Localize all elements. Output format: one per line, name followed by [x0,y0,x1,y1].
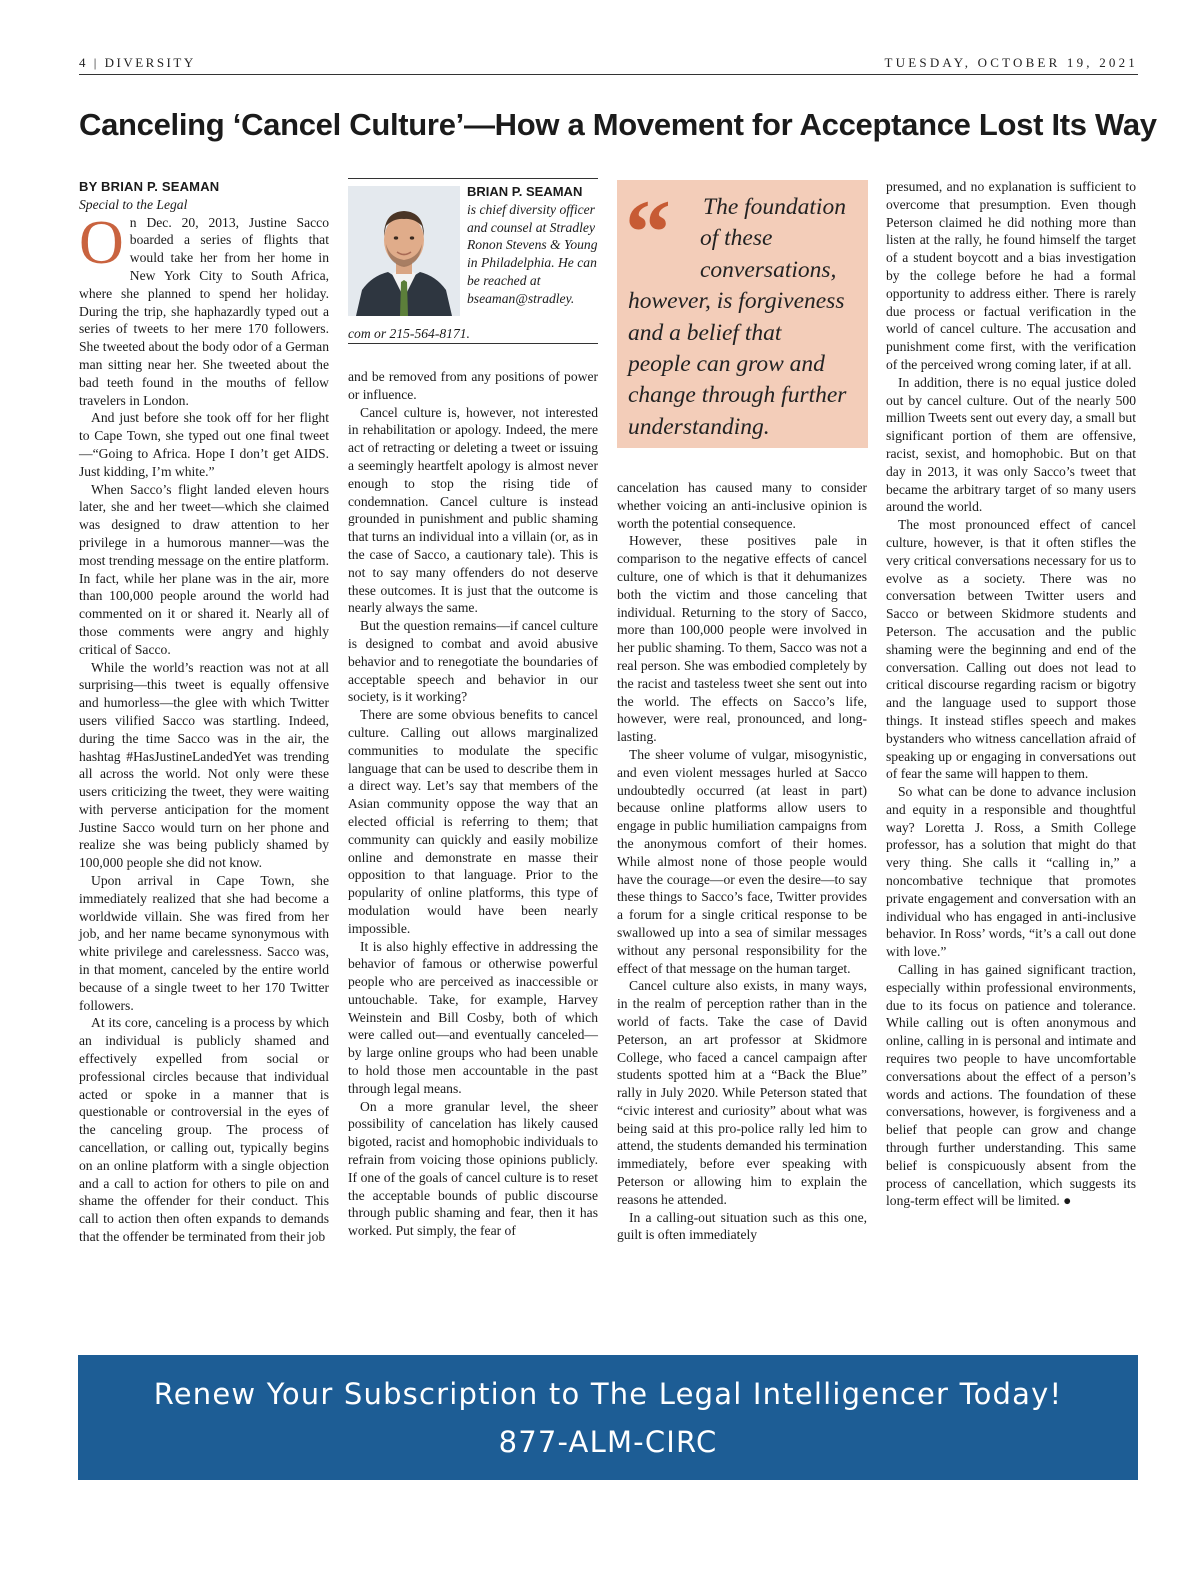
article-paragraph: But the question remains—if cancel culture is designed to combat and avoid abusive behavior and to renegotiate the boundaries of acceptable speech and behavior in our society, is it working? [348,618,598,705]
article-paragraph: Upon arrival in Cape Town, she immediately realized that she had become a worldwide villain. She was fired from her job, and her name became synonymous with white privilege and carelessness. Sacco was, in that moment, canceled by the entire world because of a single tweet to her 170 Twitter followers. [79,873,329,1013]
pull-quote-line: people can grow and [628,351,825,378]
drop-cap: O [79,208,124,277]
byline-subtitle: Special to the Legal [79,196,188,212]
pull-quote-text [628,192,868,443]
banner-phone: 877-ALM-CIRC [498,1425,718,1459]
subscription-banner[interactable] [78,1355,1138,1480]
article-paragraph: However, these positives pale in comparison to the negative effects of cancel culture, one of which is that it dehumanizes both the victim and those canceling that individual. Returning to the story of Sacco, more than 100,000 people were involved in her public shaming. To them, Sacco was not a real person. She was embodied completely by the racist and tasteless tweet she sent out into the world. The effects on Sacco’s life, however, were real, pronounced, and long-lasting. [617,533,867,745]
article-paragraph: Calling in has gained significant traction, especially within professional environments, due to its focus on patience and tolerance. While calling out is often anonymous and online, calling in is personal and intimate and requires two people to have uncomfortable conversations about the effect of a person’s words and actions. The foundation of these conversations, however, is forgiveness and a belief that people can grow and change through further understanding. This same belief is conspicuously absent from the process of cancellation, which suggests its long-term effect will be limited. ● [886,962,1136,1209]
article-paragraph: The most pronounced effect of cancel culture, however, is that it often stifles the very critical conversations necessary for us to evolve as a society. There was no conversation between Twitter users and Sacco or between Skidmore students and Peterson. The accusation and the public shaming were the beginning and end of the conversation. Calling out does not lead to critical discourse regarding racism or bigotry and the language used to support those things. It instead stifles speech and makes bystanders who witness cancellation afraid of speaking up or engaging in conversations out of fear the same will happen to them. [886,517,1136,782]
pull-quote-line: and a belief that [628,319,782,346]
article-paragraph: And just before she took off for her flight to Cape Town, she typed out one final tweet—“Going to Africa. Hope I don’t get AIDS. Just kidding, I’m white.” [79,410,329,479]
byline: BY BRIAN P. SEAMAN [79,179,220,194]
bio-text [467,183,598,308]
article-column-1 [79,178,329,1246]
pull-quote-line: The foundation [703,194,846,220]
article-paragraph: On a more granular level, the sheer possibility of cancelation has likely caused bigoted, racist and homophobic individuals to refrain from voicing those opinions publicly. If one of the goals of cancel culture is to reset the acceptable bounds of public discourse through public shaming and fear, then it has worked. Put simply, the fear of [348,1098,598,1239]
article-paragraph: There are some obvious benefits to cancel culture. Calling out allows marginalized communities to modulate the specific language that can be used to describe them in a direct way. Let’s say that members of the Asian community oppose the way that an elected official is referring to them; that community can quickly and easily mobilize online and demonstrate en masse their opposition to that language. Prior to the popularity of online platforms, this type of modulation would have been nearly impossible. [348,707,598,936]
header-rule [79,74,1138,75]
bio-contact-tail: com or 215-564-8171. [348,326,470,341]
article-paragraph: Cancel culture is, however, not interested in rehabilitation or apology. Indeed, the mere act of retracting or deleting a tweet or issuing a seemingly heartfelt apology is almost never enough to stop the rising tide of condemnation. Cancel culture is instead grounded in punishment and public shaming that turns an individual into a villain (or, as in the case of Sacco, a cautionary tale). This is not to say many offenders do not deserve these outcomes. It is just that the outcome is nearly always the same. [348,404,598,616]
pull-quote-line: conversations, [700,256,837,283]
article-paragraph: So what can be done to advance inclusion and equity in a responsible and thoughtful way? Loretta J. Ross, a Smith College professor, has a solution that might do that very thing. She calls it “calling in,” a noncombative technique that promotes private engagement and conversation with an individual who has engaged in anti-inclusive behavior. In Ross’ words, “it’s a call out done with love.” [886,784,1136,960]
page-folio: 4 | DIVERSITY [79,55,196,70]
pull-quote-line: however, is forgiveness [628,288,845,315]
quote-mark-icon: “ [625,181,671,283]
article-paragraph: In a calling-out situation such as this one, guilt is often immediately [617,1209,867,1243]
bio-bottom-rule [348,343,598,344]
article-paragraph: When Sacco’s flight landed eleven hours later, she and her tweet—which she claimed was designed to draw attention to her privilege in a humorous manner—was the most trending message on the entire platform. In fact, while her plane was in the air, more than 100,000 people around the world had commented on it or shared it. Nearly all of those comments were angry and highly critical of Sacco. [79,481,329,657]
article-paragraph: In addition, there is no equal justice doled out by cancel culture. Out of the nearly 500 million Tweets sent out every day, a small but significant portion of them are offensive, racist, sexist, and homophobic. But on that day in 2013, it was only Sacco’s tweet that became the arbitrary target of so many users around the world. [886,374,1136,515]
pull-quote-line: change through further [628,382,847,409]
article-column-3 [617,479,867,1244]
article-paragraph: While the world’s reaction was not at all surprising—this tweet is equally offensive and humorless—the glee with which Twitter users vilified Sacco was startling. Indeed, during the time Sacco was in the air, the hashtag #HasJustineLandedYet was trending all across the world. Not only were these users criticizing the tweet, they were waiting with perverse anticipation for the moment Justine Sacco would turn on her phone and realize she was being publicly shamed by 100,000 people she did not know. [79,659,329,871]
article-paragraph: It is also highly effective in addressing the behavior of famous or otherwise powerful people who are perceived as inaccessible or untouchable. Take, for example, Harvey Weinstein and Bill Cosby, both of which were called out—and eventually canceled—by large online groups who had been unable to hold those men accountable in the past through legal means. [348,938,598,1096]
bio-name: BRIAN P. SEAMAN [467,184,583,199]
article-paragraph: presumed, and no explanation is sufficient to overcome that presumption. Even though Peterson claimed he did nothing more than listen at the rally, he found himself the target of a student boycott and a bias investigation by the college before he had a formal opportunity to address either. There is rarely due process or factual verification in the world of cancel culture. The accusation and punishment come first, with the verification of the perceived wrong coming later, if at all. [886,179,1136,372]
article-paragraph: The sheer volume of vulgar, misogynistic, and even violent messages hurled at Sacco undoubtedly occurred (at least in part) because online platforms allow users to engage in public humiliation campaigns from the anonymous comfort of their homes. While almost none of those people would have the courage—or even the desire—to say these things to Sacco’s face, Twitter provides a forum for a single critical response to be swallowed up into a sea of similar messages without any personal responsibility for the effect of that message on the human target. [617,746,867,976]
author-portrait-image [348,186,460,316]
banner-headline: Renew Your Subscription to The Legal Intelligencer Today! [153,1377,1063,1411]
article-paragraph: At its core, canceling is a process by which an individual is publicly shamed and effectively expelled from social or professional circles because that individual acted or spoke in a manner that is questionable or controversial in the eyes of the canceling group. The process of cancellation, or calling out, typically begins on an online platform with a single objection and a call to action for others to pile on and shame the offender for their conduct. This call to action then often expands to demands that the offender be terminated from their job [79,1015,329,1245]
article-headline: Canceling ‘Cancel Culture’—How a Movement for Acceptance Lost Its Way [79,107,1157,142]
bio-top-rule [348,178,598,179]
issue-date: TUESDAY, OCTOBER 19, 2021 [884,55,1138,70]
article-paragraph: cancelation has caused many to consider whether voicing an anti-inclusive opinion is worth the potential consequence. [617,480,867,531]
article-column-4 [886,178,1136,1210]
pull-quote-line: of these [700,225,773,252]
article-paragraph: Cancel culture also exists, in many ways, in the realm of perception rather than in the world of facts. Take the case of David Peterson, an art professor at Skidmore College, who faced a cancel campaign after students spotted him at a “Back the Blue” rally in July 2020. While Peterson stated that “civic interest and curiosity” about what was being said at this pro-police rally led him to attend, the students demanded his termination immediately, before ever speaking with Peterson or allowing him to explain the reasons he attended. [617,978,867,1207]
article-paragraph [79,208,329,410]
article-paragraph: and be removed from any positions of power or influence. [348,369,598,402]
author-photo [348,186,460,316]
bio-description: is chief diversity officer and counsel at Stradley Ronon Stevens & Young in Philadelphia. He can be reached at bseaman@stradley. [467,201,598,306]
paragraph-text: n Dec. 20, 2013, Justine Sacco boarded a series of flights that would take her from her home in New York City to South Africa, where she planned to spend her holiday. During the trip, she haphazardly typed out a series of tweets to her mere 170 followers. She tweeted about the body odor of a German man sitting near her. She tweeted about the bad teeth found in the mouths of fellow travelers in London. [79,214,329,408]
article-column-2 [348,368,598,1240]
author-bio-box [348,178,598,343]
pull-quote-line: understanding. [628,413,770,440]
